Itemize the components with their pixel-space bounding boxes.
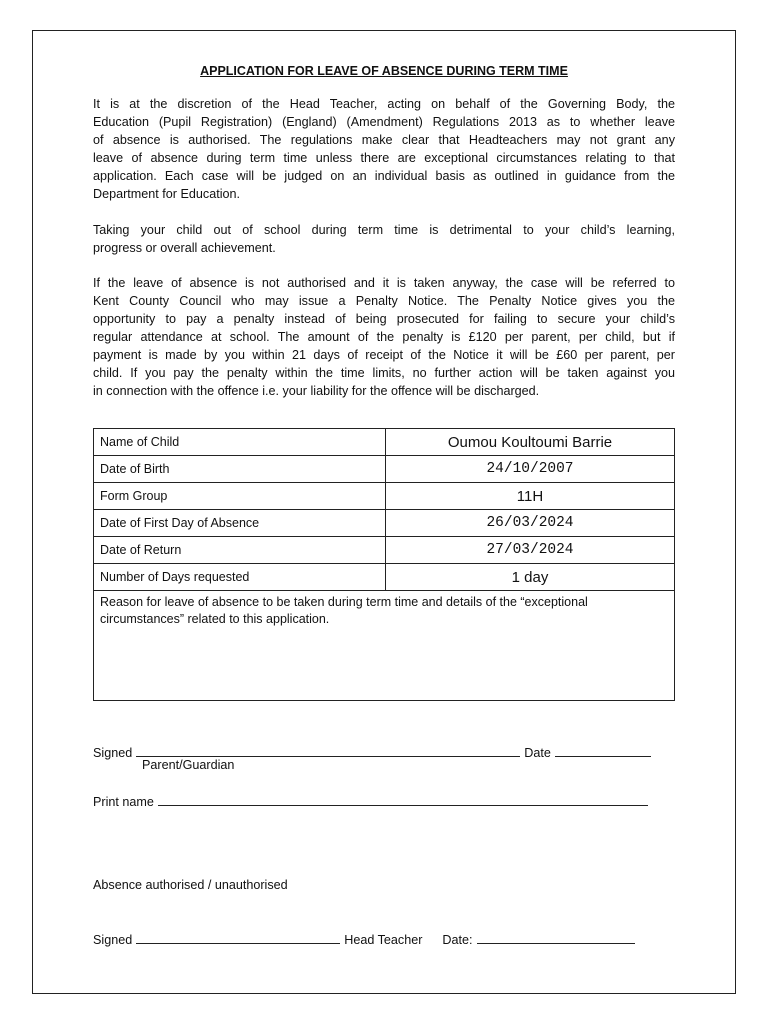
head-teacher-signature-field[interactable] [136, 931, 340, 944]
label-date-of-birth: Date of Birth [94, 456, 386, 483]
table-row [94, 483, 675, 510]
form-group-field[interactable]: 11H [386, 483, 675, 510]
absence-status-label: Absence authorised / unauthorised [93, 878, 288, 892]
text-line: regular attendance at school. The amount of the penalty is £120 per parent, per child, but if [93, 330, 675, 344]
parent-guardian-label: Parent/Guardian [142, 758, 235, 772]
table-row [94, 537, 675, 564]
signed-label: Signed [93, 746, 133, 760]
reason-field[interactable] [94, 591, 675, 701]
form-title: APPLICATION FOR LEAVE OF ABSENCE DURING TERM TIME [200, 64, 568, 78]
head-teacher-label: Head Teacher [344, 933, 423, 947]
text-line: application. Each case will be judged on an individual basis as outlined in guidance from the [93, 169, 675, 183]
text-line: Education (Pupil Registration) (England) (Amendment) Regulations 2013 as to whether leave [93, 115, 675, 129]
paragraph-discretion [93, 95, 675, 203]
date-label-2: Date: [442, 933, 473, 947]
text-line: leave of absence during term time unless there are exceptional circumstances relating to that [93, 151, 675, 165]
table-row [94, 429, 675, 456]
table-row [94, 591, 675, 701]
parent-signature-field[interactable] [136, 744, 520, 757]
date-of-return-field[interactable]: 27/03/2024 [386, 537, 675, 564]
days-requested-field[interactable]: 1 day [386, 564, 675, 591]
label-date-of-return: Date of Return [94, 537, 386, 564]
print-name-label: Print name [93, 795, 154, 809]
text-line: of absence is authorised. The regulations make clear that Headteachers may not grant any [93, 133, 675, 147]
name-of-child-field[interactable]: Oumou Koultoumi Barrie [386, 429, 675, 456]
date-of-birth-field[interactable]: 24/10/2007 [386, 456, 675, 483]
child-details-table [93, 428, 675, 701]
print-name-field[interactable] [158, 793, 648, 806]
table-row [94, 564, 675, 591]
text-line: in connection with the offence i.e. your liability for the offence will be discharged. [93, 384, 540, 398]
reason-label: Reason for leave of absence to be taken during term time and details of the “exceptional circumstances” related to this application. [100, 595, 588, 626]
label-days-requested: Number of Days requested [94, 564, 386, 591]
text-line: It is at the discretion of the Head Teacher, acting on behalf of the Governing Body, the [93, 97, 675, 111]
label-form-group: Form Group [94, 483, 386, 510]
label-name-of-child: Name of Child [94, 429, 386, 456]
paragraph-detrimental [93, 221, 675, 257]
head-teacher-date-field[interactable] [477, 931, 635, 944]
print-name-line [93, 793, 652, 809]
table-row [94, 510, 675, 537]
text-line: child. If you pay the penalty within the time limits, no further action will be taken against you [93, 366, 675, 380]
text-line: opportunity to pay a penalty instead of being prosecuted for failing to secure your child’s [93, 312, 675, 326]
text-line: Kent County Council who may issue a Penalty Notice. The Penalty Notice gives you the [93, 294, 675, 308]
text-line: If the leave of absence is not authorised and it is taken anyway, the case will be referred to [93, 276, 675, 290]
parent-date-field[interactable] [555, 744, 651, 757]
text-line: Department for Education. [93, 187, 241, 201]
table-row [94, 456, 675, 483]
first-day-absence-field[interactable]: 26/03/2024 [386, 510, 675, 537]
text-line: payment is made by you within 21 days of receipt of the Notice it will be £60 per parent, per [93, 348, 675, 362]
paragraph-penalty [93, 274, 675, 400]
head-teacher-signature-line [93, 931, 639, 947]
label-first-day-absence: Date of First Day of Absence [94, 510, 386, 537]
signed-label-2: Signed [93, 933, 133, 947]
text-line: progress or overall achievement. [93, 241, 276, 255]
text-line: Taking your child out of school during term time is detrimental to your child’s learning, [93, 223, 675, 237]
date-label: Date [524, 746, 551, 760]
